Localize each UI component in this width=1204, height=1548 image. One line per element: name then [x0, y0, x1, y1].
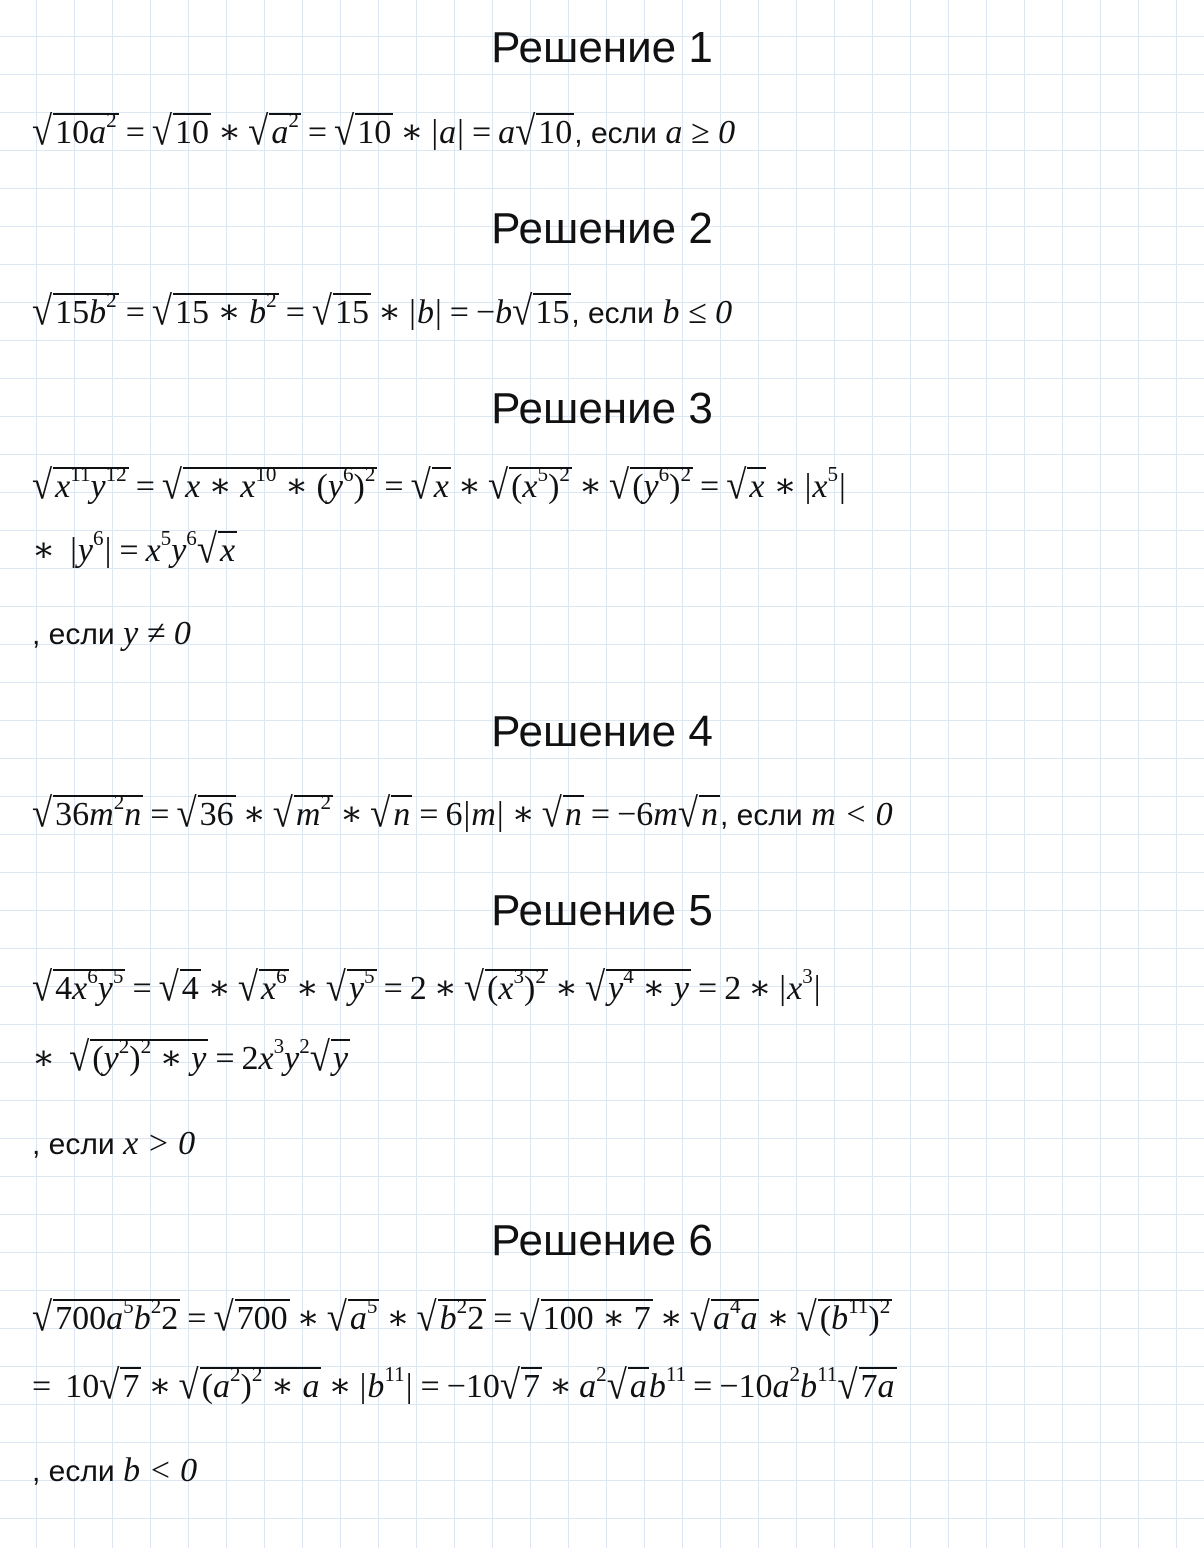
solution-6-condition-math: b < 0: [123, 1452, 198, 1489]
solution-3-condition-math: y ≠ 0: [123, 615, 191, 652]
solution-3-formula-line-2: ∗ $|y^6| = x^5y^6√x$: [32, 525, 236, 572]
solution-2-condition: , если: [571, 297, 654, 330]
solution-6-condition: , если: [32, 1455, 115, 1488]
solution-4-title: Решение 4: [491, 707, 713, 756]
solution-4-formula: $√36m^2n = √36$ ∗ $√m^2$ ∗ √n = 6|m| ∗ √n = −6m√n, если m < 0: [32, 789, 893, 836]
solution-6-formula-line-1: $√700a^5b^22 = √700$ ∗ $√a^5$ ∗ $√b^22 = √100$ ∗ 7 ∗ $√a^4a$ ∗ $√(b^{11})^2$: [32, 1293, 891, 1340]
solution-3-condition: , если: [32, 618, 115, 651]
solution-1-title: Решение 1: [491, 23, 713, 72]
solution-1-condition-math: a ≥ 0: [665, 114, 736, 151]
solution-3-title: Решение 3: [491, 384, 713, 433]
solution-2-title: Решение 2: [491, 204, 713, 253]
solution-6-condition-line: [32, 1448, 197, 1495]
solution-3-formula-line-1: $√x^{11}y^{12} = √x$ ∗ $x^{10}$ ∗ $(y^6)^2 = √x$ ∗ $√(x^5)^2$ ∗ $√(y^6)^2 = √x$ ∗ $|x^5|$: [32, 461, 846, 508]
solution-5-condition-line: [32, 1121, 195, 1168]
solution-5-formula-line-1: $√4x^6y^5 = √4$ ∗ $√x^6$ ∗ $√y^5 = 2$ ∗ $√(x^3)^2$ ∗ $√y^4$ ∗ y = 2 ∗ $|x^3|$: [32, 963, 821, 1010]
solution-4-condition: , если: [719, 799, 803, 832]
solution-5-title: Решение 5: [491, 886, 713, 935]
solution-2-formula: $√15b^2 = √15$ ∗ $b^2 = √15$ ∗ |b| = −b√15, если b ≤ 0: [32, 287, 733, 334]
solution-5-formula-line-2: ∗ $√(y^2)^2$ ∗ $y = 2x^3y^2√y$: [32, 1033, 349, 1080]
solution-2-condition-math: b ≤ 0: [662, 294, 733, 331]
solution-6-title: Решение 6: [491, 1216, 713, 1265]
solution-5-condition-math: x > 0: [123, 1125, 196, 1162]
solution-3-condition-line: [32, 611, 191, 658]
solution-5-condition: , если: [32, 1128, 115, 1161]
solution-4-condition-math: m < 0: [811, 796, 893, 833]
solution-1-formula: $√10a^2 = √10$ ∗ $√a^2 = √10$ ∗ |a| = a√10, если a ≥ 0: [32, 107, 736, 154]
solution-6-formula-line-2: = 10√7 ∗ $√(a^2)^2$ ∗ a ∗ $|b^{11}| = -10√7$ ∗ $a^2√ab^{11} = -10a^2b^{11}√7a$: [32, 1361, 895, 1408]
solution-1-condition: , если: [574, 117, 657, 150]
